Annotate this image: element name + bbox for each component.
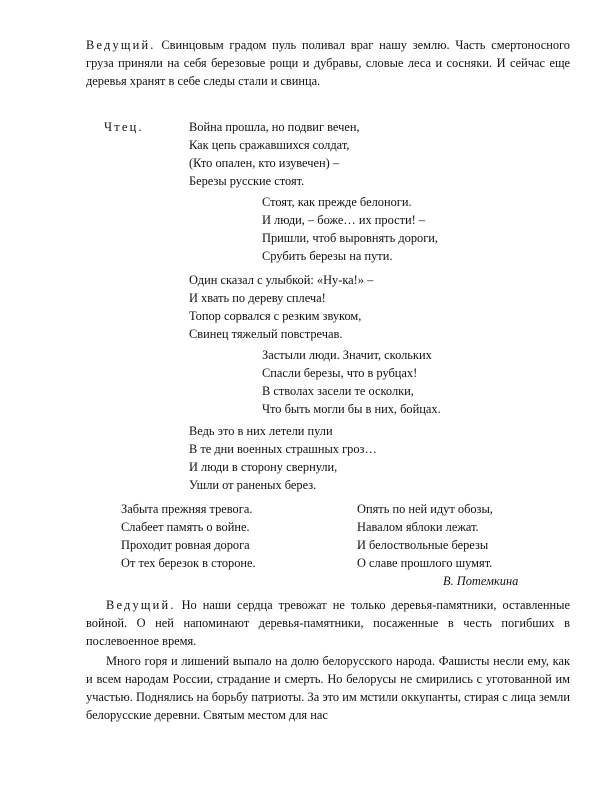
poem-line: Как цепь сражавшихся солдат, xyxy=(189,138,350,152)
poem-line: Что быть могли бы в них, бойцах. xyxy=(262,402,441,416)
poem-line: От тех березок в стороне. xyxy=(121,556,256,570)
poem-line: И люди, – боже… их прости! – xyxy=(262,213,426,227)
poem-line: Ведь это в них летели пули xyxy=(189,424,333,438)
poem-line: Забыта прежняя тревога. xyxy=(121,502,253,516)
p2-text: Но наши сердца тревожат не только деревья-памятники, оставленные войной. О ней напоминают деревья-памятники, посаженные в честь погибших в послевоенное время. xyxy=(86,598,570,648)
poem-author: В. Потемкина xyxy=(443,574,519,588)
poem-line: В те дни военных страшных гроз… xyxy=(189,442,377,456)
poem-line: Опять по ней идут обозы, xyxy=(357,502,493,516)
poem-line: Пришли, чтоб выровнять дороги, xyxy=(262,231,439,245)
poem-stanza-3 xyxy=(189,271,373,343)
poem-line: Стоят, как прежде белоноги. xyxy=(262,195,412,209)
poem-line: Война прошла, но подвиг вечен, xyxy=(189,120,360,134)
poem-line: Березы русские стоят. xyxy=(189,174,305,188)
poem-stanza-2 xyxy=(262,193,438,265)
poem-stanza-4 xyxy=(262,346,441,418)
poem-line: (Кто опален, кто изувечен) – xyxy=(189,156,340,170)
poem-line: Проходит ровная дорога xyxy=(121,538,250,552)
poem-left-column xyxy=(121,500,256,572)
poem-line: Навалом яблоки лежат. xyxy=(357,520,479,534)
poem-line: Срубить березы на пути. xyxy=(262,249,393,263)
poem-line: И белоствольные березы xyxy=(357,538,489,552)
paragraph-3: Много горя и лишений выпало на долю белорусского народа. Фашисты несли ему, как и всем народам России, страдание и смерть. Но белорусы не смирились с уготованной им участью. Поднялись на борьбу патриоты. За это им мстили оккупанты, стирая с лица земли белорусские деревни. Святым местом для нас xyxy=(86,654,570,722)
intro-paragraph xyxy=(86,36,570,90)
poem-line: Ушли от раненых берез. xyxy=(189,478,317,492)
poem-line: Слабеет память о войне. xyxy=(121,520,250,534)
poem-line: Один сказал с улыбкой: «Ну-ка!» – xyxy=(189,273,374,287)
poem-line: И хвать по дереву сплеча! xyxy=(189,291,326,305)
poem-line: О славе прошлого шумят. xyxy=(357,556,493,570)
poem-line: Топор сорвался с резким звуком, xyxy=(189,309,362,323)
poem-line: В стволах засели те осколки, xyxy=(262,384,414,398)
poem-line: Застыли люди. Значит, скольких xyxy=(262,348,432,362)
reader-speaker: Чтец. xyxy=(104,120,144,134)
poem-stanza-1 xyxy=(189,118,360,190)
paragraph-2 xyxy=(86,596,570,650)
intro-text: Свинцовым градом пуль поливал враг нашу землю. Часть смертоносного груза приняли на себя березовые рощи и дубравы, словые леса и сосняки. И сейчас еще деревья хранят в себе следы стали и свинца. xyxy=(86,38,570,88)
poem-line: Спасли березы, что в рубцах! xyxy=(262,366,418,380)
intro-speaker: Ведущий. xyxy=(86,38,156,52)
poem-right-column xyxy=(357,500,493,572)
poem-line: Свинец тяжелый повстречав. xyxy=(189,327,343,341)
poem-stanza-5 xyxy=(189,422,377,494)
poem-line: И люди в сторону свернули, xyxy=(189,460,338,474)
p2-speaker: Ведущий. xyxy=(106,598,176,612)
